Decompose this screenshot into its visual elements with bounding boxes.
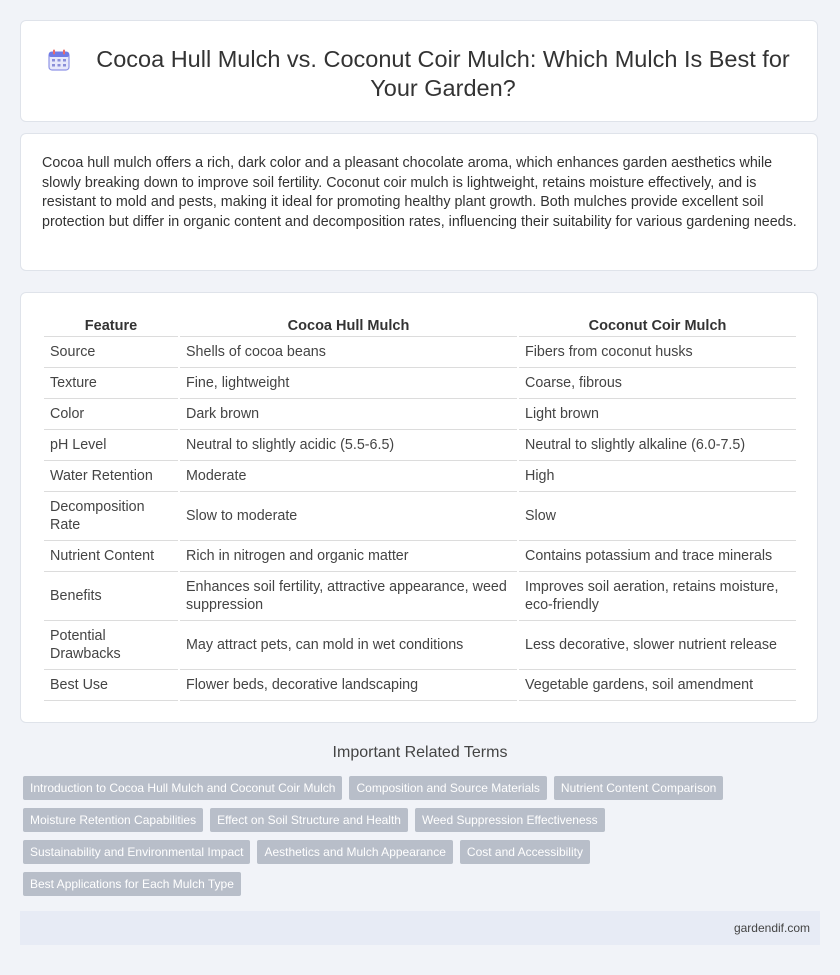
table-row — [44, 399, 796, 430]
coconut-cell: High — [519, 461, 796, 492]
footer — [20, 911, 820, 945]
table-row — [44, 337, 796, 368]
table-row — [44, 492, 796, 541]
feature-cell: Benefits — [44, 572, 178, 621]
page-title: Cocoa Hull Mulch vs. Coconut Coir Mulch: Which Mulch Is Best for Your Garden? — [96, 46, 790, 101]
feature-cell: Decomposition Rate — [44, 492, 178, 541]
coconut-cell: Neutral to slightly alkaline (6.0-7.5) — [519, 430, 796, 461]
feature-cell: Color — [44, 399, 178, 430]
related-term-chip[interactable]: Effect on Soil Structure and Health — [210, 808, 408, 832]
related-terms-heading: Important Related Terms — [332, 744, 508, 761]
header-cocoa: Cocoa Hull Mulch — [180, 316, 517, 337]
related-terms-list — [23, 776, 783, 896]
feature-cell: Source — [44, 337, 178, 368]
cocoa-cell: Fine, lightweight — [180, 368, 517, 399]
cocoa-cell: Moderate — [180, 461, 517, 492]
table-row — [44, 541, 796, 572]
related-term-chip[interactable]: Introduction to Cocoa Hull Mulch and Coconut Coir Mulch — [23, 776, 342, 800]
coconut-cell: Coarse, fibrous — [519, 368, 796, 399]
feature-cell: Water Retention — [44, 461, 178, 492]
related-term-chip[interactable]: Nutrient Content Comparison — [554, 776, 723, 800]
intro-paragraph: Cocoa hull mulch offers a rich, dark color and a pleasant chocolate aroma, which enhances garden aesthetics while slowly breaking down to improve soil fertility. Coconut coir mulch is lightweight, retains moisture effectively, and is resistant to mold and pests, making it ideal for promoting healthy plant growth. Both mulches provide excellent soil protection but differ in organic content and decomposition rates, influencing their suitability for various gardening needs. — [42, 155, 797, 230]
related-term-chip[interactable]: Best Applications for Each Mulch Type — [23, 872, 241, 896]
footer-site-link[interactable]: gardendif.com — [733, 921, 810, 935]
table-row — [44, 368, 796, 399]
cocoa-cell: Enhances soil fertility, attractive appearance, weed suppression — [180, 572, 517, 621]
table-row — [44, 461, 796, 492]
cocoa-cell: Neutral to slightly acidic (5.5-6.5) — [180, 430, 517, 461]
feature-cell: Texture — [44, 368, 178, 399]
table-row — [44, 430, 796, 461]
comparison-table — [42, 316, 798, 701]
coconut-cell: Slow — [519, 492, 796, 541]
feature-cell: Best Use — [44, 670, 178, 701]
cocoa-cell: Slow to moderate — [180, 492, 517, 541]
related-term-chip[interactable]: Sustainability and Environmental Impact — [23, 840, 250, 864]
related-term-chip[interactable]: Composition and Source Materials — [349, 776, 546, 800]
related-term-chip[interactable]: Weed Suppression Effectiveness — [415, 808, 605, 832]
coconut-cell: Improves soil aeration, retains moisture, eco-friendly — [519, 572, 796, 621]
table-header-row — [44, 316, 796, 337]
header-feature: Feature — [44, 316, 178, 337]
related-term-chip[interactable]: Cost and Accessibility — [460, 840, 590, 864]
coconut-cell: Vegetable gardens, soil amendment — [519, 670, 796, 701]
related-term-chip[interactable]: Aesthetics and Mulch Appearance — [257, 840, 452, 864]
cocoa-cell: Dark brown — [180, 399, 517, 430]
header-coconut: Coconut Coir Mulch — [519, 316, 796, 337]
coconut-cell: Light brown — [519, 399, 796, 430]
feature-cell: Nutrient Content — [44, 541, 178, 572]
intro-card — [20, 133, 818, 271]
cocoa-cell: May attract pets, can mold in wet conditions — [180, 621, 517, 670]
cocoa-cell: Rich in nitrogen and organic matter — [180, 541, 517, 572]
table-row — [44, 621, 796, 670]
cocoa-cell: Shells of cocoa beans — [180, 337, 517, 368]
coconut-cell: Less decorative, slower nutrient release — [519, 621, 796, 670]
related-term-chip[interactable]: Moisture Retention Capabilities — [23, 808, 203, 832]
cocoa-cell: Flower beds, decorative landscaping — [180, 670, 517, 701]
feature-cell: pH Level — [44, 430, 178, 461]
feature-cell: Potential Drawbacks — [44, 621, 178, 670]
coconut-cell: Fibers from coconut husks — [519, 337, 796, 368]
table-row — [44, 572, 796, 621]
table-row — [44, 670, 796, 701]
title-card — [20, 20, 818, 122]
comparison-card — [20, 292, 818, 723]
calendar-icon — [48, 49, 70, 71]
coconut-cell: Contains potassium and trace minerals — [519, 541, 796, 572]
